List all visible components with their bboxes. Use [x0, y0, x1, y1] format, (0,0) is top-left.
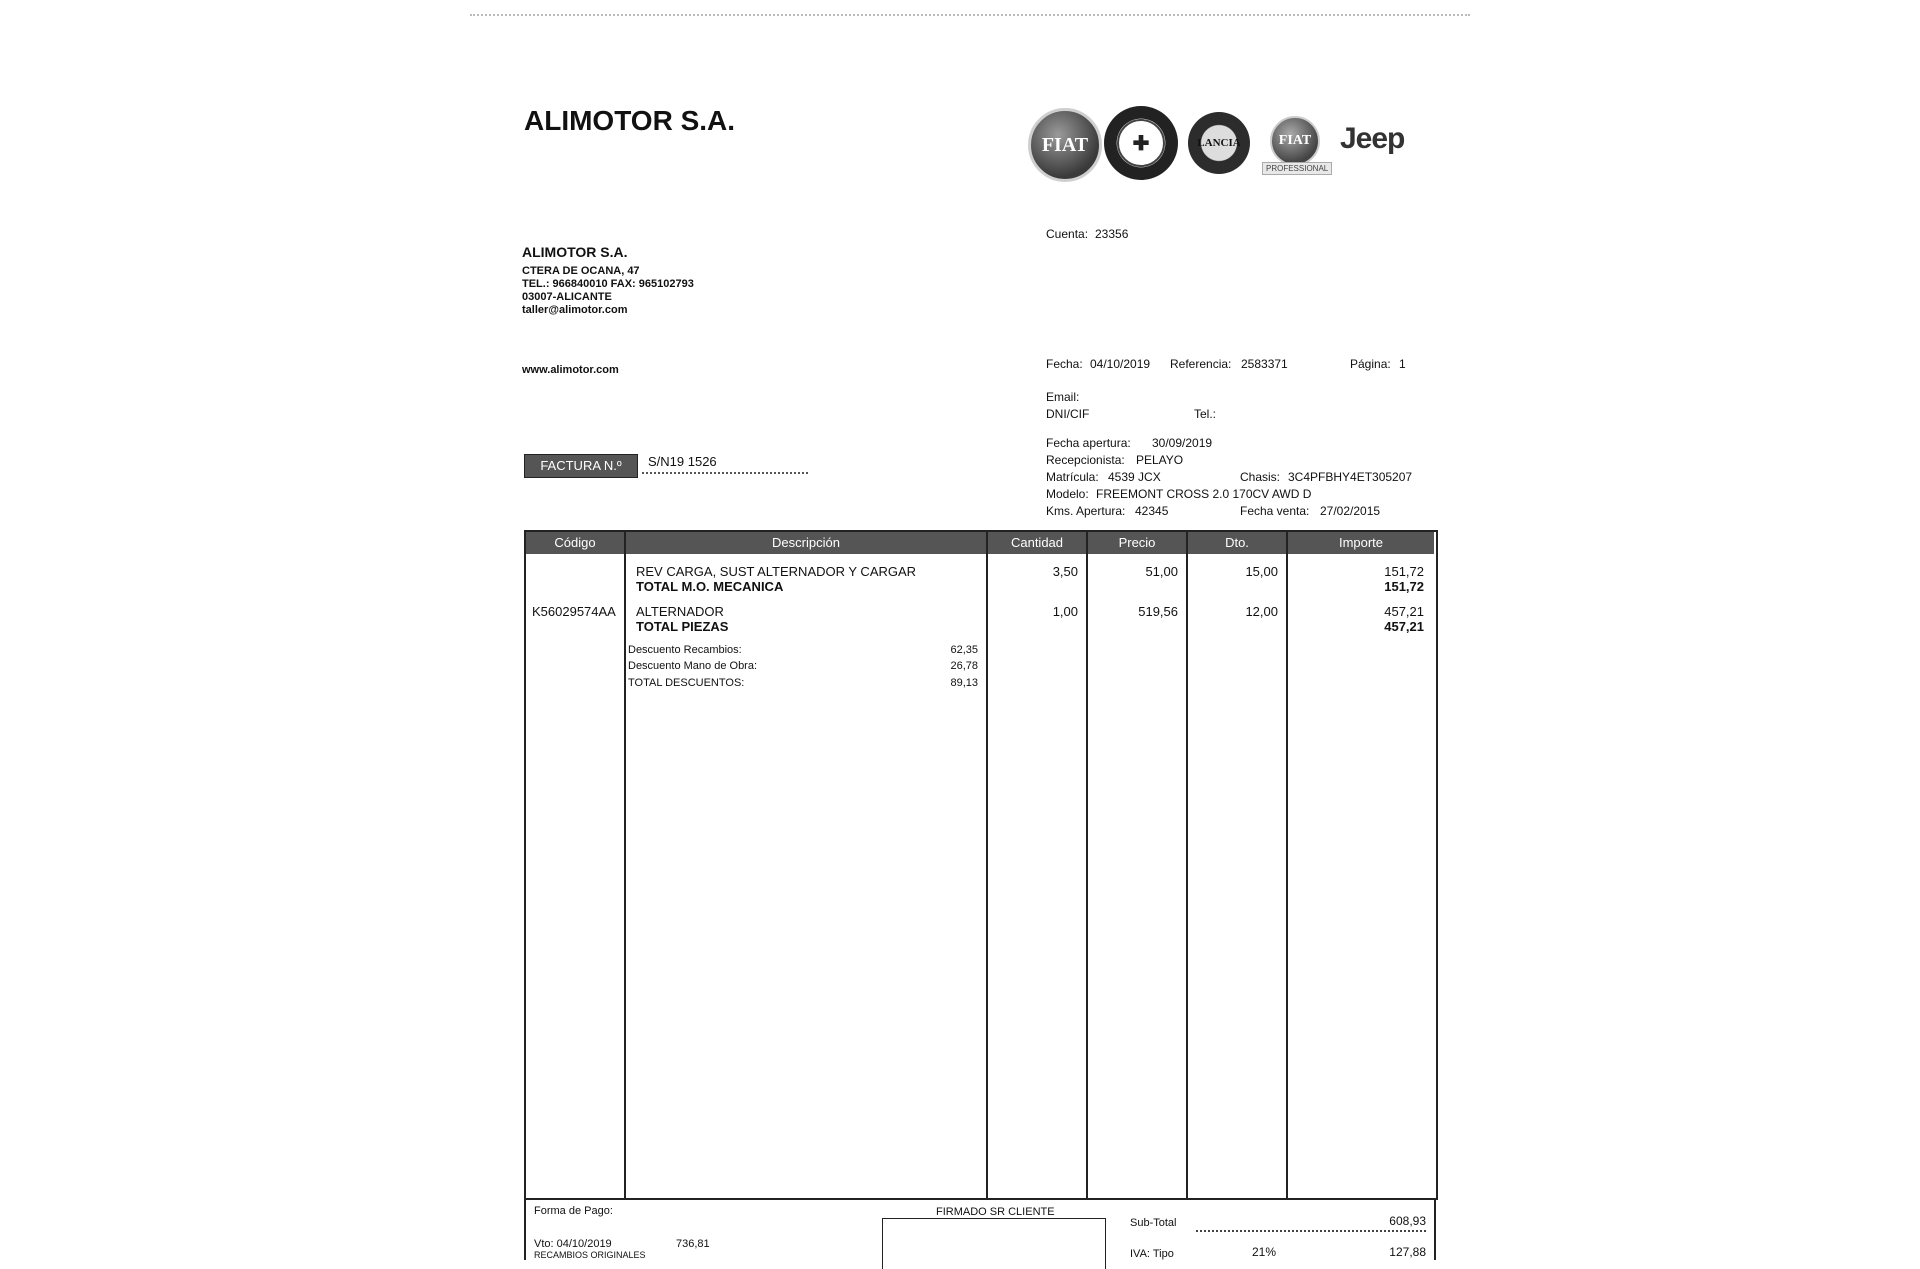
alfa-romeo-emblem: ✚ — [1117, 119, 1165, 167]
lancia-logo — [1188, 112, 1250, 174]
fiat-logo-text: FIAT — [1041, 133, 1089, 156]
row-total-label: TOTAL M.O. MECANICA — [636, 579, 784, 594]
discount-label: Descuento Mano de Obra: — [628, 660, 758, 672]
fiat-professional-logo — [1270, 116, 1320, 166]
header-importe: Importe — [1288, 532, 1434, 554]
top-edge-dots — [470, 14, 1470, 16]
fiat-professional-label: PROFESSIONAL — [1262, 162, 1332, 175]
iva-label: IVA: Tipo — [1130, 1248, 1174, 1260]
row-total-label: TOTAL PIEZAS — [636, 619, 729, 634]
fiat-pro-logo-text: FIAT — [1278, 133, 1312, 148]
company-email: taller@alimotor.com — [522, 304, 628, 316]
matricula-value: 4539 JCX — [1108, 470, 1161, 484]
factura-underline — [642, 472, 808, 474]
note-recambios: RECAMBIOS ORIGINALES — [534, 1250, 646, 1260]
row-precio: 51,00 — [1145, 564, 1178, 579]
header-dto: Dto. — [1188, 532, 1286, 554]
kms-value: 42345 — [1135, 504, 1169, 518]
venta-label: Fecha venta: — [1240, 504, 1310, 518]
dni-label: DNI/CIF — [1046, 407, 1090, 421]
factura-label: FACTURA N.º — [524, 454, 638, 478]
modelo-label: Modelo: — [1046, 487, 1089, 501]
subtotal-label: Sub-Total — [1130, 1217, 1177, 1229]
discount-value: 62,35 — [950, 644, 978, 656]
company-address: CTERA DE OCANA, 47 — [522, 265, 640, 277]
iva-amount: 127,88 — [1389, 1245, 1426, 1259]
row-cantidad: 3,50 — [1052, 564, 1078, 579]
row-description: ALTERNADOR — [636, 604, 724, 619]
signature-box — [882, 1218, 1106, 1269]
chasis-value: 3C4PFBHY4ET305207 — [1288, 470, 1413, 484]
venta-value: 27/02/2015 — [1320, 504, 1381, 518]
recepcionista-label: Recepcionista: — [1046, 453, 1125, 467]
row-description: REV CARGA, SUST ALTERNADOR Y CARGAR — [636, 564, 917, 579]
vto-amount: 736,81 — [676, 1238, 710, 1250]
footer-top-border — [524, 1198, 1434, 1200]
recepcionista-value: PELAYO — [1136, 453, 1184, 467]
header-codigo: Código — [526, 532, 624, 554]
company-name: ALIMOTOR S.A. — [522, 244, 628, 260]
lancia-logo-text: LANCIA — [1197, 137, 1241, 149]
row-dto: 12,00 — [1245, 604, 1278, 619]
discount-label: Descuento Recambios: — [628, 644, 742, 656]
discount-value: 89,13 — [950, 677, 978, 689]
matricula-label: Matrícula: — [1046, 470, 1099, 484]
header-precio: Precio — [1088, 532, 1186, 554]
row-dto: 15,00 — [1245, 564, 1278, 579]
pagina-value: 1 — [1399, 357, 1406, 371]
fecha-value: 04/10/2019 — [1090, 357, 1151, 371]
forma-pago-label: Forma de Pago: — [534, 1205, 613, 1217]
iva-rate: 21% — [1252, 1245, 1277, 1259]
company-title: ALIMOTOR S.A. — [524, 105, 736, 136]
row-total-value: 151,72 — [1384, 579, 1424, 594]
column-divider — [986, 532, 988, 1200]
factura-number: S/N19 1526 — [648, 454, 717, 469]
row-precio: 519,56 — [1138, 604, 1178, 619]
chasis-label: Chasis: — [1240, 470, 1281, 484]
header-cantidad: Cantidad — [988, 532, 1086, 554]
fecha-label: Fecha: — [1046, 357, 1083, 371]
account-value: 23356 — [1095, 227, 1129, 241]
apertura-value: 30/09/2019 — [1152, 436, 1213, 450]
jeep-logo: Jeep — [1340, 122, 1405, 155]
kms-label: Kms. Apertura: — [1046, 504, 1126, 518]
header-descripcion: Descripción — [626, 532, 986, 554]
company-website: www.alimotor.com — [522, 364, 619, 376]
fiat-logo — [1028, 108, 1102, 182]
footer-right-border — [1434, 1198, 1436, 1260]
discount-value: 26,78 — [950, 660, 978, 672]
row-cantidad: 1,00 — [1052, 604, 1078, 619]
row-importe: 457,21 — [1384, 604, 1424, 619]
subtotal-dotline — [1196, 1230, 1426, 1232]
modelo-value: FREEMONT CROSS 2.0 170CV AWD D — [1096, 487, 1312, 501]
email-label: Email: — [1046, 390, 1080, 404]
firmado-label: FIRMADO SR CLIENTE — [936, 1206, 1055, 1218]
referencia-label: Referencia: — [1170, 357, 1232, 371]
footer-left-border — [524, 1198, 526, 1260]
vto-label: Vto: 04/10/2019 — [534, 1238, 612, 1250]
referencia-value: 2583371 — [1241, 357, 1288, 371]
row-codigo: K56029574AA — [532, 604, 616, 619]
alfa-romeo-logo — [1104, 106, 1178, 180]
account-label: Cuenta: — [1046, 227, 1089, 241]
subtotal-value: 608,93 — [1389, 1214, 1426, 1228]
company-city: 03007-ALICANTE — [522, 291, 612, 303]
column-divider — [624, 532, 626, 1200]
column-divider — [1086, 532, 1088, 1200]
company-phone-fax: TEL.: 966840010 FAX: 965102793 — [522, 278, 694, 290]
row-total-value: 457,21 — [1384, 619, 1424, 634]
pagina-label: Página: — [1350, 357, 1391, 371]
column-divider — [1186, 532, 1188, 1200]
apertura-label: Fecha apertura: — [1046, 436, 1131, 450]
tel-label: Tel.: — [1194, 407, 1217, 421]
discount-label: TOTAL DESCUENTOS: — [628, 677, 745, 689]
invoice-table — [524, 530, 1438, 1200]
row-importe: 151,72 — [1384, 564, 1424, 579]
